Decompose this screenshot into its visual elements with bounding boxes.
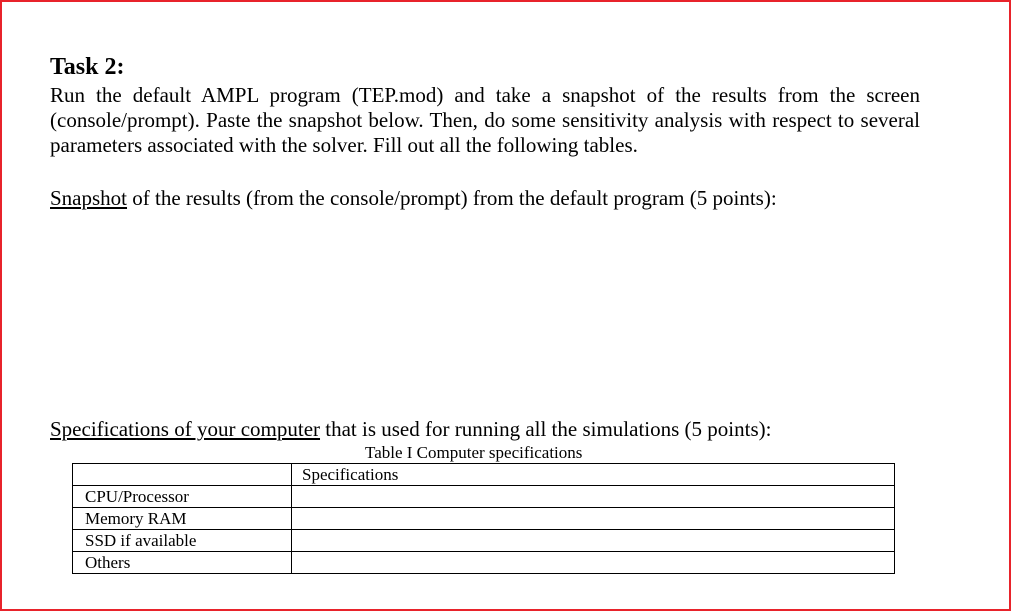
- snapshot-heading: [50, 186, 777, 211]
- row-label-memory: Memory RAM: [73, 508, 292, 530]
- row-label-ssd: SSD if available: [73, 530, 292, 552]
- specs-heading-underlined: Specifications of your computer: [50, 417, 321, 441]
- row-value-ssd[interactable]: [292, 530, 895, 552]
- specs-heading-rest: that is used for running all the simulations (5 points):: [320, 417, 772, 441]
- table-header-cell: Specifications: [292, 464, 895, 486]
- row-value-cpu[interactable]: [292, 486, 895, 508]
- table-row: [73, 530, 895, 552]
- task-instructions: Run the default AMPL program (TEP.mod) and take a snapshot of the results from the screen (console/prompt). Paste the snapshot below. Then, do some sensitivity analysis with respect to several parameters associated with the solver. Fill out all the following tables.: [50, 83, 920, 157]
- computer-specs-table: [72, 463, 895, 574]
- row-value-memory[interactable]: [292, 508, 895, 530]
- table-header-cell: [73, 464, 292, 486]
- table-header-row: [73, 464, 895, 486]
- snapshot-heading-underlined: Snapshot: [50, 186, 128, 210]
- table-row: [73, 552, 895, 574]
- snapshot-heading-rest: of the results (from the console/prompt) from the default program (5 points):: [127, 186, 777, 210]
- table-caption: Table I Computer specifications: [365, 443, 583, 462]
- task-title: Task 2:: [50, 54, 125, 80]
- table-row: [73, 486, 895, 508]
- row-label-cpu: CPU/Processor: [73, 486, 292, 508]
- specs-heading: [50, 417, 771, 442]
- table-row: [73, 508, 895, 530]
- row-label-others: Others: [73, 552, 292, 574]
- row-value-others[interactable]: [292, 552, 895, 574]
